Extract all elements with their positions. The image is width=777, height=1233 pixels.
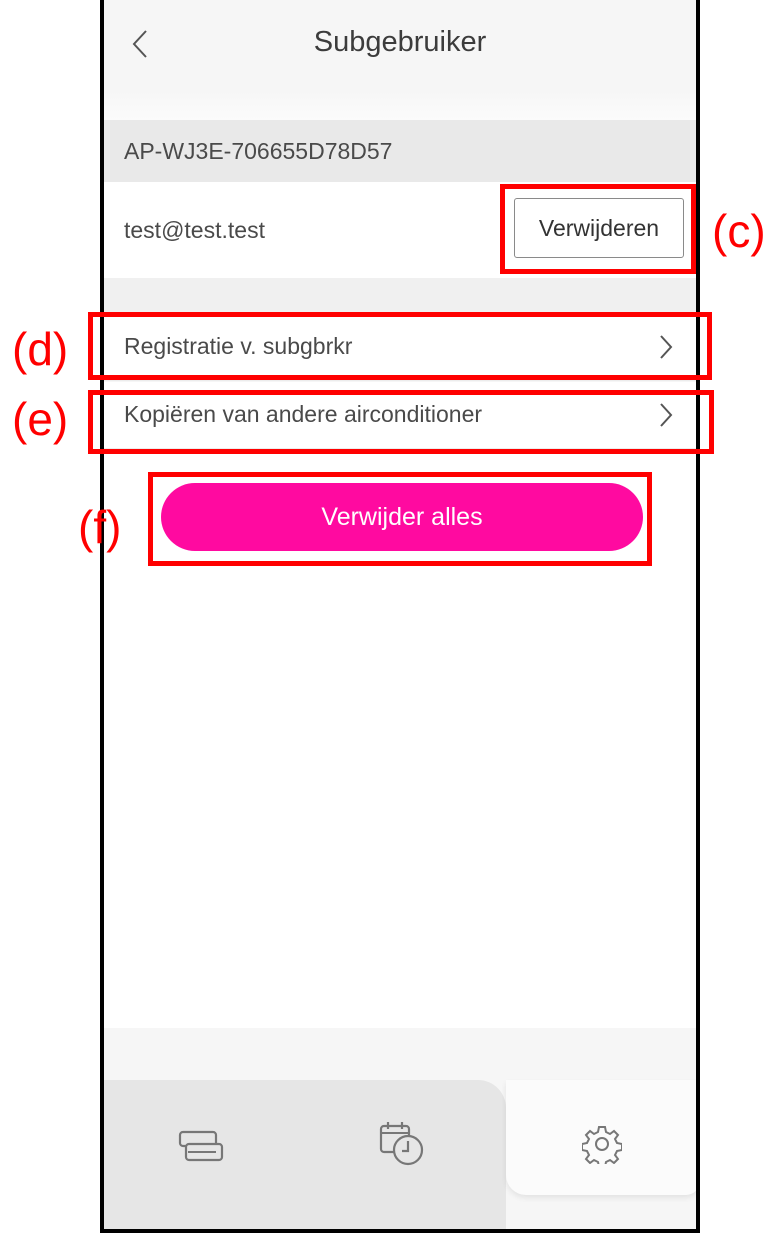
copy-from-aircon-label: Kopiëren van andere airconditioner <box>124 401 483 427</box>
annotation-label-d: (d) <box>12 323 69 375</box>
annotation-box-c <box>500 184 696 274</box>
header <box>104 0 696 120</box>
annotation-box-d <box>88 312 712 380</box>
annotation-label-f: (f) <box>78 501 122 553</box>
tab-bar-background <box>104 1080 506 1233</box>
timer-icon[interactable] <box>378 1120 426 1168</box>
annotation-box-f <box>148 472 652 566</box>
page-title: Subgebruiker <box>313 26 487 58</box>
device-id: AP-WJ3E-706655D78D57 <box>104 120 696 182</box>
section-divider <box>104 278 696 314</box>
bottom-tab-bar <box>104 1028 696 1233</box>
register-subuser-label: Registratie v. subgbrkr <box>124 333 353 359</box>
remove-user-button[interactable]: Verwijderen <box>514 198 684 258</box>
annotation-box-e <box>88 390 714 454</box>
annotation-label-e: (e) <box>12 393 69 445</box>
device-list-icon[interactable] <box>178 1130 224 1162</box>
settings-gear-icon[interactable] <box>582 1124 622 1164</box>
user-email: test@test.test <box>124 217 265 243</box>
delete-all-button[interactable]: Verwijder alles <box>161 483 643 551</box>
annotation-label-c: (c) <box>712 205 766 257</box>
